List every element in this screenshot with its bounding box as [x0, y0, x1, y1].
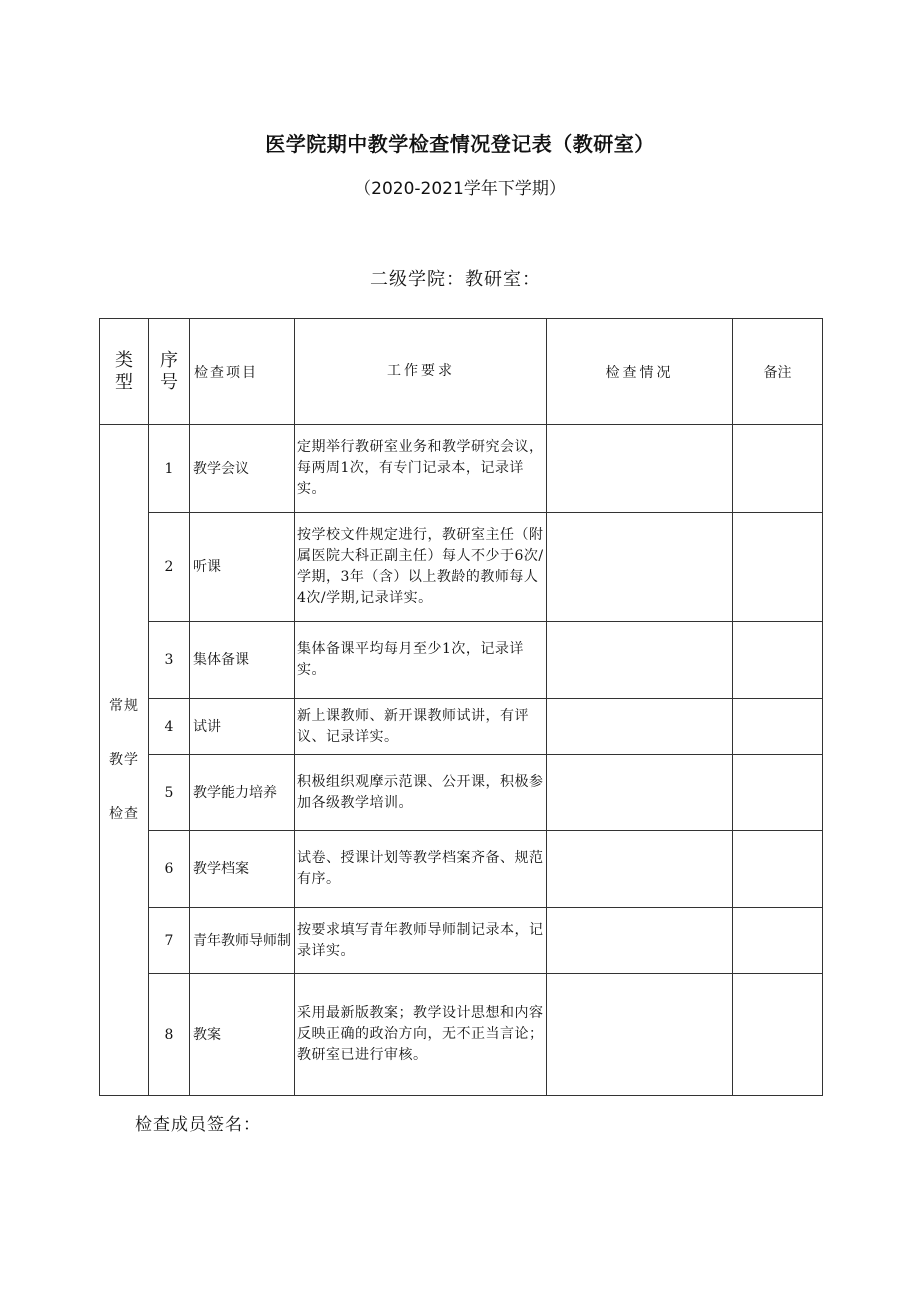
row-requirement: 定期举行教研室业务和教学研究会议，每两周1次，有专门记录本，记录详实。: [295, 425, 547, 513]
row-remark-cell[interactable]: [733, 699, 823, 755]
header-remark: 备注: [733, 319, 823, 425]
header-status: 检查情况: [547, 319, 733, 425]
row-item: 听课: [190, 513, 295, 622]
table-row: [100, 425, 823, 513]
row-number: 2: [149, 513, 190, 622]
row-remark-cell[interactable]: [733, 974, 823, 1096]
signature-label: 检查成员签名：: [135, 1115, 261, 1135]
row-remark-cell[interactable]: [733, 622, 823, 699]
row-remark-cell[interactable]: [733, 425, 823, 513]
row-requirement: 按要求填写青年教师导师制记录本，记录详实。: [295, 908, 547, 974]
table-row: [100, 699, 823, 755]
row-remark-cell[interactable]: [733, 513, 823, 622]
row-number: 7: [149, 908, 190, 974]
header-seq: 序 号: [149, 319, 190, 425]
row-status-cell[interactable]: [547, 425, 733, 513]
row-requirement: 按学校文件规定进行，教研室主任（附属医院大科正副主任）每人不少于6次/学期，3年（含）以上教龄的教师每人4次/学期,记录详实。: [295, 513, 547, 622]
row-status-cell[interactable]: [547, 908, 733, 974]
category-cell: 常规 教学 检查: [100, 425, 149, 1096]
semester-subtitle: （2020-2021学年下学期）: [354, 179, 566, 199]
row-number: 1: [149, 425, 190, 513]
header-item: 检查项目: [190, 319, 295, 425]
table-row: [100, 513, 823, 622]
row-requirement: 新上课教师、新开课教师试讲，有评议、记录详实。: [295, 699, 547, 755]
row-number: 5: [149, 755, 190, 831]
row-number: 8: [149, 974, 190, 1096]
table-row: [100, 831, 823, 908]
page-title: 医学院期中教学检查情况登记表（教研室）: [265, 132, 655, 156]
row-item: 教学档案: [190, 831, 295, 908]
row-status-cell[interactable]: [547, 622, 733, 699]
row-remark-cell[interactable]: [733, 831, 823, 908]
row-status-cell[interactable]: [547, 831, 733, 908]
table-row: [100, 908, 823, 974]
row-status-cell[interactable]: [547, 755, 733, 831]
row-status-cell[interactable]: [547, 513, 733, 622]
row-item: 集体备课: [190, 622, 295, 699]
row-requirement: 集体备课平均每月至少1次，记录详实。: [295, 622, 547, 699]
row-item: 教案: [190, 974, 295, 1096]
header-type: 类 型: [100, 319, 149, 425]
inspection-table: [99, 318, 823, 1096]
row-item: 教学能力培养: [190, 755, 295, 831]
row-number: 3: [149, 622, 190, 699]
table-row: [100, 622, 823, 699]
row-remark-cell[interactable]: [733, 908, 823, 974]
table-row: [100, 755, 823, 831]
row-status-cell[interactable]: [547, 974, 733, 1096]
row-number: 6: [149, 831, 190, 908]
row-item: 青年教师导师制: [190, 908, 295, 974]
row-requirement: 试卷、授课计划等教学档案齐备、规范有序。: [295, 831, 547, 908]
row-requirement: 积极组织观摩示范课、公开课，积极参加各级教学培训。: [295, 755, 547, 831]
header-requirement: 工作要求: [295, 319, 547, 425]
row-item: 教学会议: [190, 425, 295, 513]
row-number: 4: [149, 699, 190, 755]
row-status-cell[interactable]: [547, 699, 733, 755]
table-row: [100, 974, 823, 1096]
header-row: [100, 319, 823, 425]
row-item: 试讲: [190, 699, 295, 755]
row-requirement: 采用最新版教案；教学设计思想和内容反映正确的政治方向，无不正当言论；教研室已进行审核。: [295, 974, 547, 1096]
row-remark-cell[interactable]: [733, 755, 823, 831]
college-label: 二级学院：教研室：: [370, 269, 541, 290]
